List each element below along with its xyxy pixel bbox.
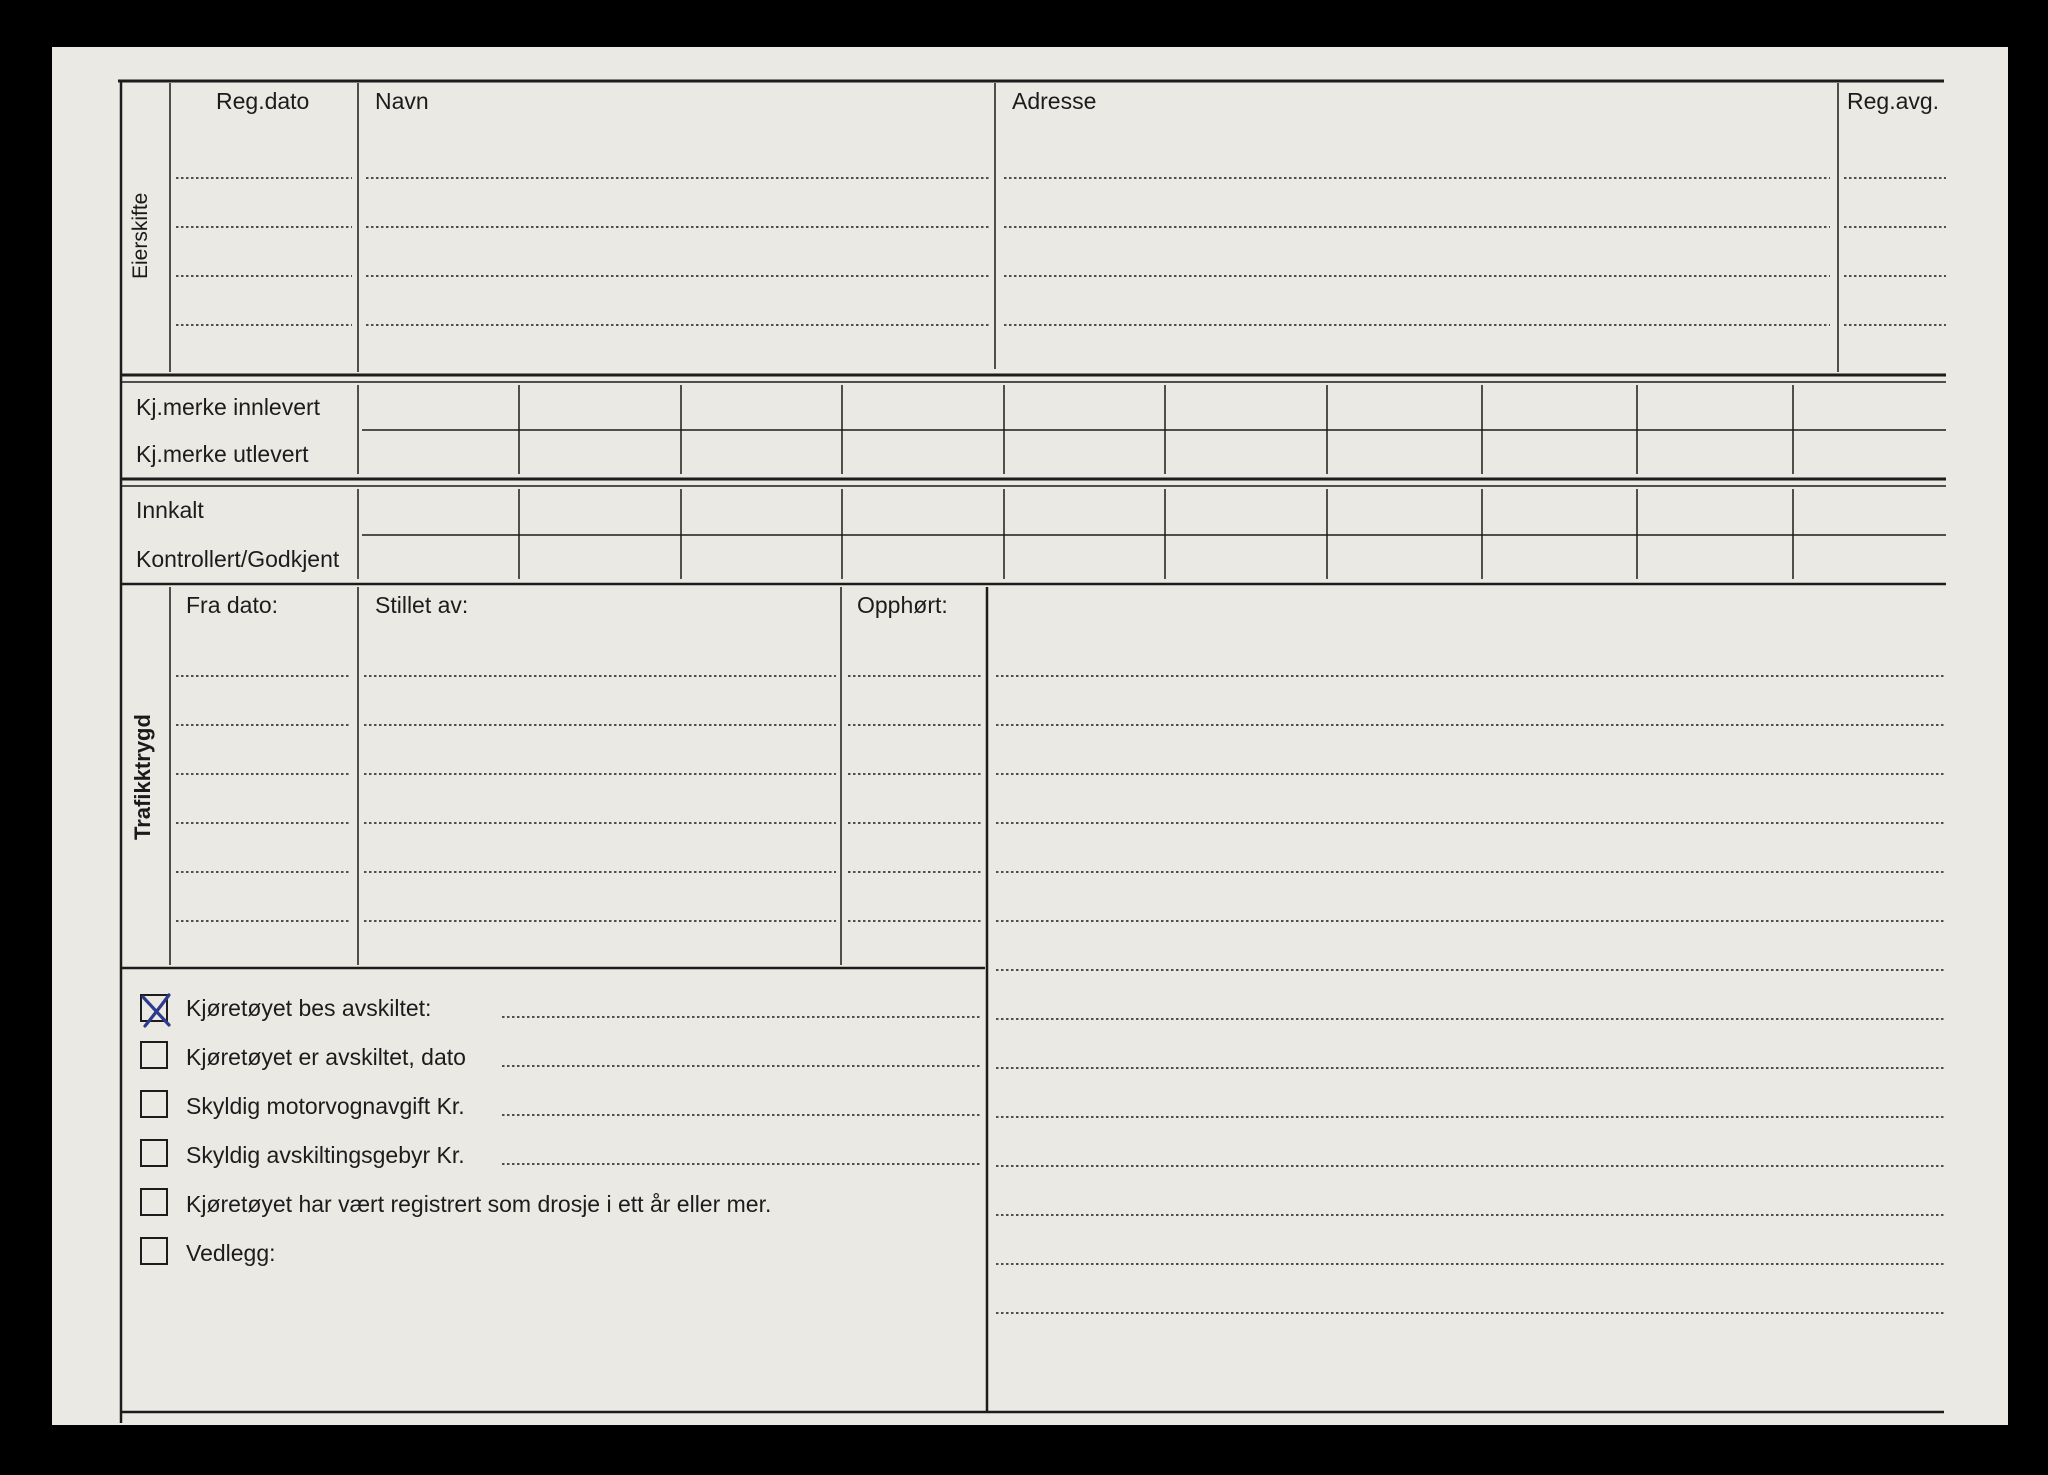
checkbox-attachments[interactable]	[140, 1237, 168, 1265]
checked-approved-label: Kontrollert/Godkjent	[136, 546, 340, 572]
checkbox-owed-vehicle-tax[interactable]	[140, 1090, 168, 1118]
registration-card	[52, 47, 2008, 1425]
called-in-label: Innkalt	[136, 497, 204, 523]
address-header: Adresse	[1012, 88, 1097, 114]
name-header: Navn	[375, 88, 429, 114]
checklist-item-label: Skyldig avskiltingsgebyr Kr.	[186, 1142, 465, 1168]
traffic-insurance-side-label: Trafikktrygd	[130, 714, 155, 840]
plate-delivered-label: Kj.merke innlevert	[136, 394, 321, 420]
reg-fee-header: Reg.avg.	[1847, 88, 1940, 114]
checklist-item-label: Skyldig motorvognavgift Kr.	[186, 1093, 465, 1119]
from-date-header: Fra dato:	[186, 592, 279, 618]
checklist-item-label: Kjøretøyet bes avskiltet:	[186, 995, 432, 1021]
reg-date-header: Reg.dato	[216, 88, 310, 114]
checklist-item-label: Vedlegg:	[186, 1240, 276, 1266]
issued-by-header: Stillet av:	[375, 592, 469, 618]
checkbox-owed-deregistration-fee[interactable]	[140, 1139, 168, 1167]
checkbox-registered-as-taxi[interactable]	[140, 1188, 168, 1216]
checkmark-cross-icon	[136, 988, 176, 1032]
ended-header: Opphørt:	[857, 592, 948, 618]
checklist-item-label: Kjøretøyet er avskiltet, dato	[186, 1044, 466, 1070]
checkbox-deregister-requested[interactable]	[140, 994, 168, 1022]
checklist-item-label: Kjøretøyet har vært registrert som drosje i ett år eller mer.	[186, 1191, 772, 1217]
plate-issued-label: Kj.merke utlevert	[136, 441, 309, 467]
form-grid	[52, 47, 2008, 1425]
checkbox-deregistered-date[interactable]	[140, 1041, 168, 1069]
owner-change-side-label: Eierskifte	[129, 192, 152, 279]
